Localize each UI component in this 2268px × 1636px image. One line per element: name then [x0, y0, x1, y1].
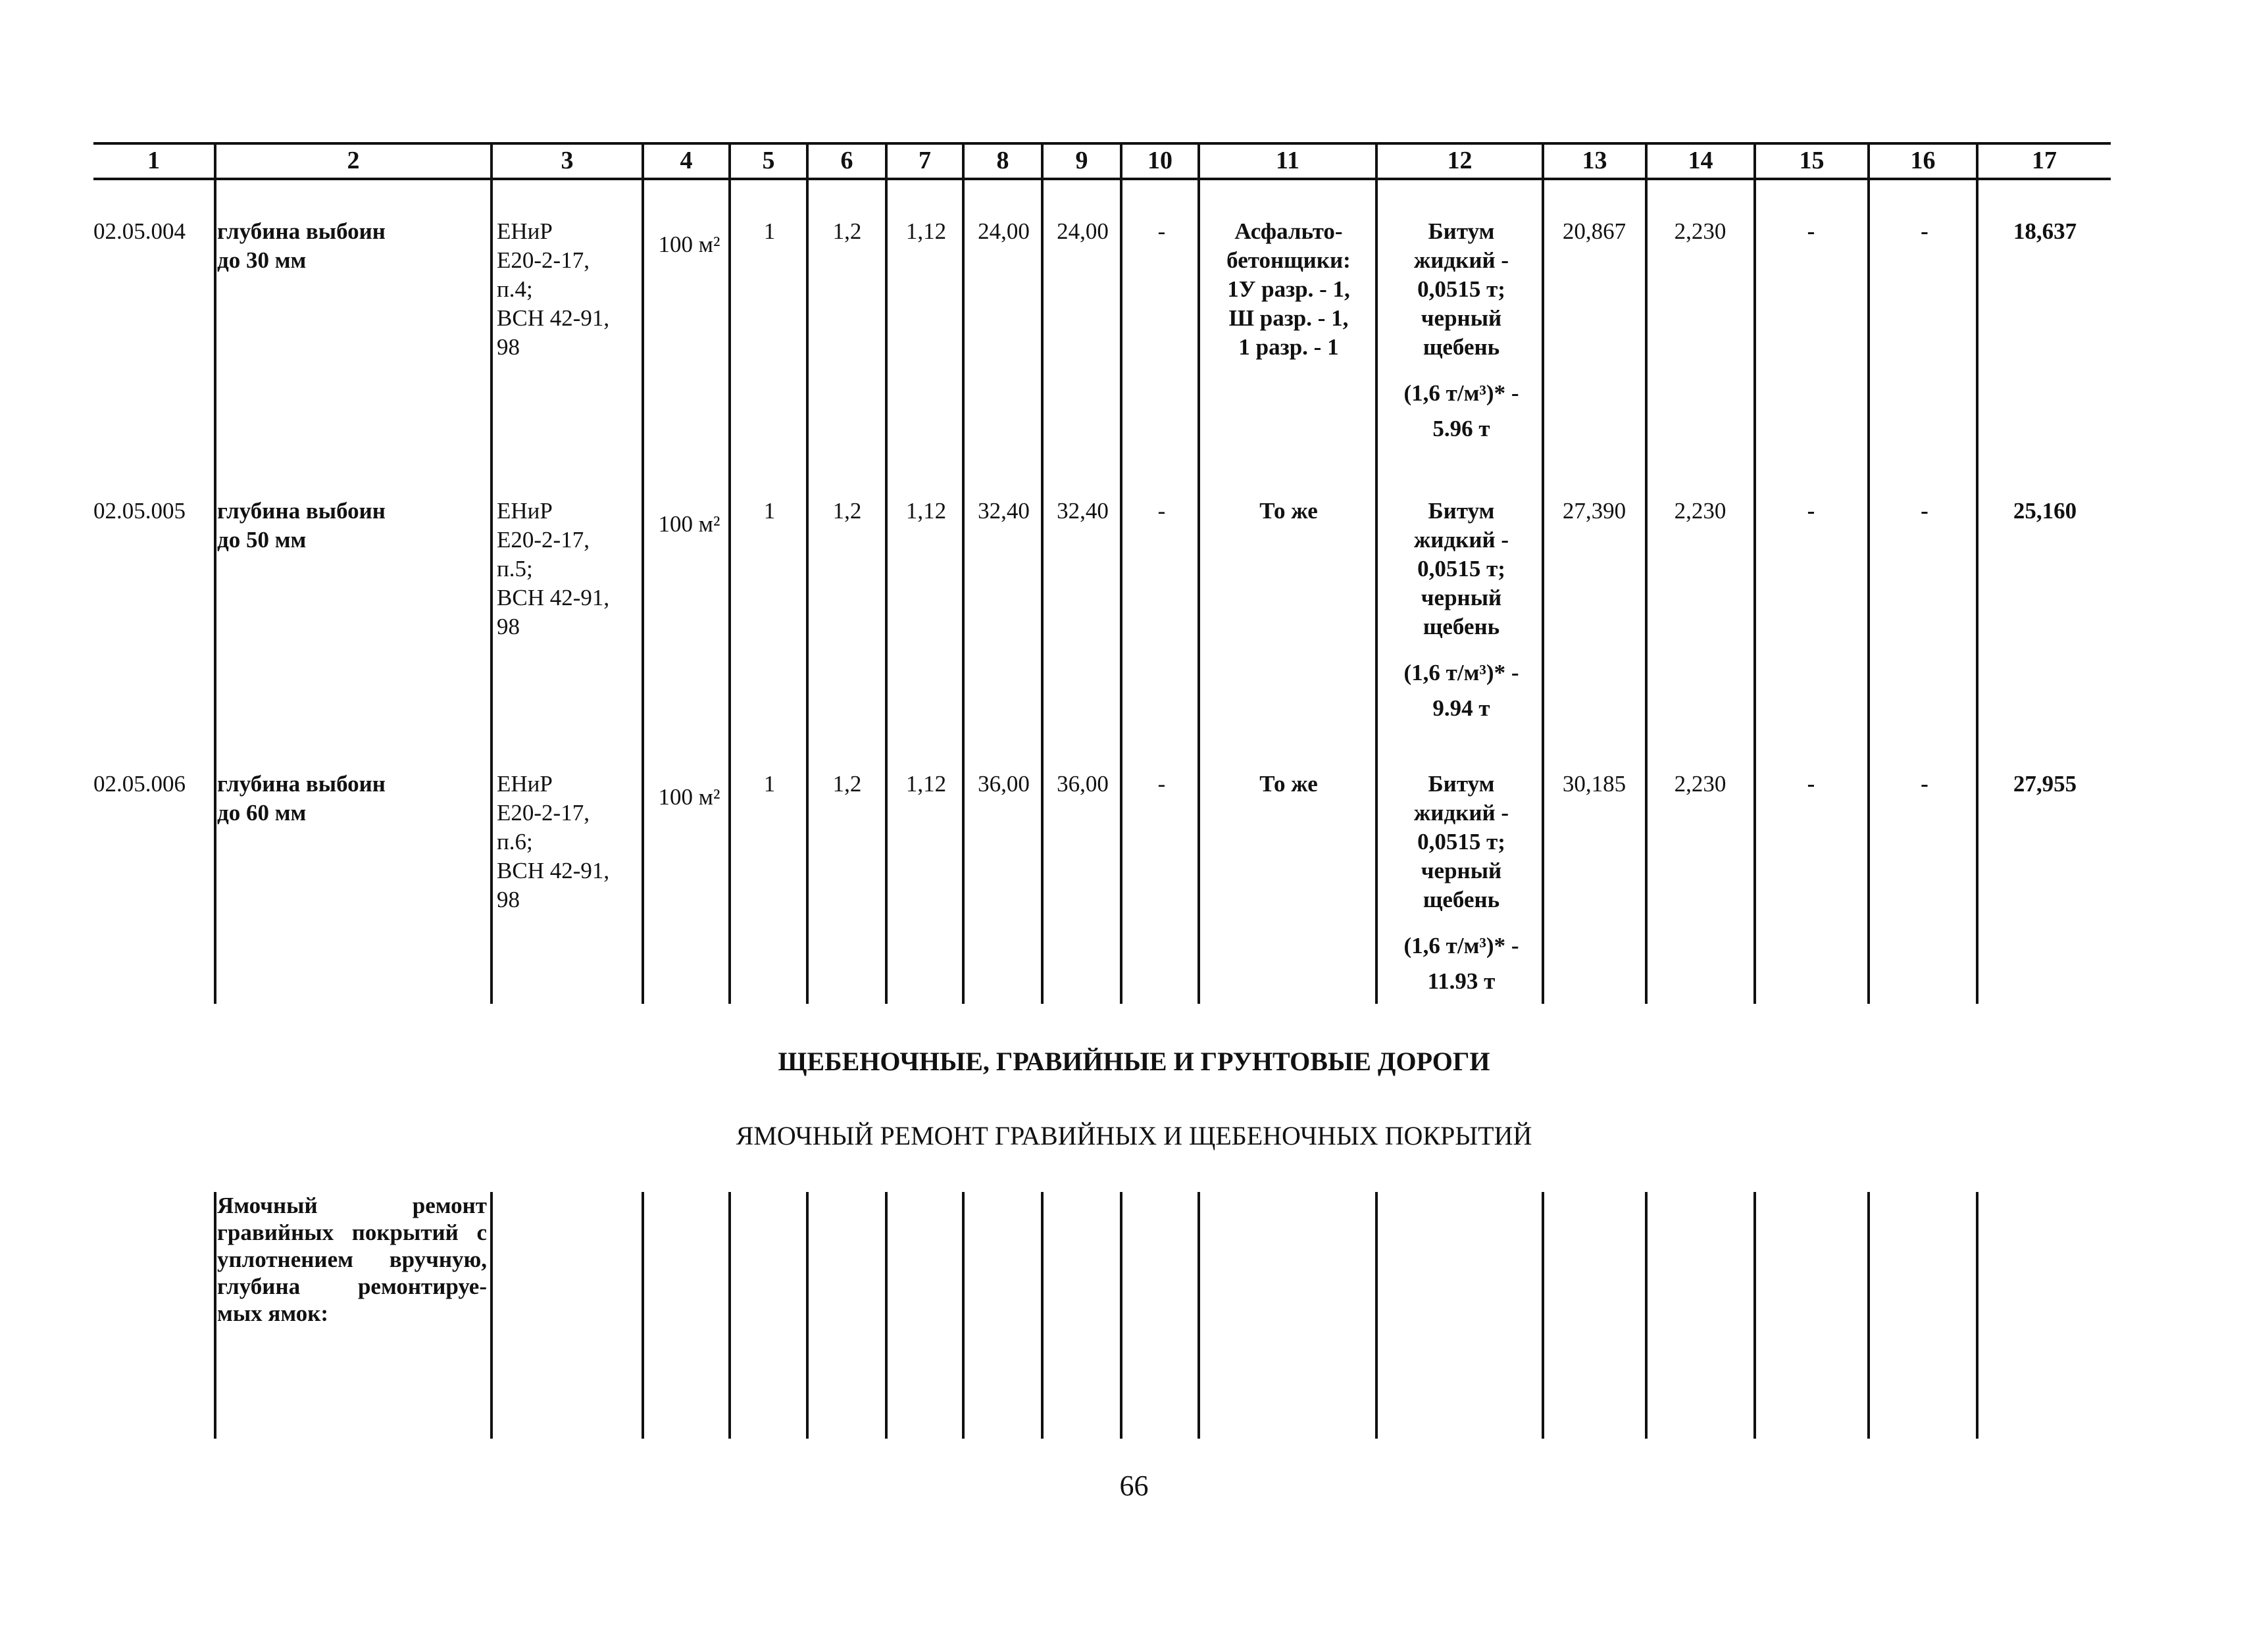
row-name: глубина выбоин до 60 мм: [217, 771, 386, 826]
col-line: [642, 1192, 644, 1439]
row-reference: ЕНиР Е20-2-17, п.6; ВСН 42-91, 98: [497, 771, 610, 912]
col-line: [214, 1192, 216, 1439]
row-c10: -: [1157, 498, 1166, 524]
col-header: 17: [2032, 147, 2057, 174]
row-unit: 100 м²: [658, 511, 720, 537]
col-line: [728, 1192, 731, 1439]
col-line: [728, 142, 731, 1004]
col-line: [1041, 1192, 1044, 1439]
col-header: 9: [1075, 147, 1088, 174]
col-line: [1867, 1192, 1870, 1439]
row-c9: 24,00: [1057, 218, 1109, 244]
row-c14: 2,230: [1674, 218, 1726, 244]
col-line: [1197, 1192, 1200, 1439]
col-line: [885, 142, 888, 1004]
col-line: [490, 142, 493, 1004]
col-line: [962, 142, 965, 1004]
col-header: 13: [1582, 147, 1607, 174]
row-workers: То же: [1259, 771, 1318, 797]
col-line: [1867, 142, 1870, 1004]
row-c5: 1: [763, 218, 776, 244]
col-header: 10: [1147, 147, 1172, 174]
col-header: 5: [762, 147, 775, 174]
row-c17: 18,637: [2013, 218, 2077, 244]
col-line: [1976, 142, 1978, 1004]
row-unit: 100 м²: [658, 784, 720, 810]
row-code: 02.05.005: [93, 498, 186, 524]
row-c5: 1: [763, 771, 776, 797]
col-line: [214, 142, 216, 1004]
col-header: 6: [840, 147, 853, 174]
section-title: ЩЕБЕНОЧНЫЕ, ГРАВИЙНЫЕ И ГРУНТОВЫЕ ДОРОГИ: [778, 1047, 1490, 1076]
row-reference: ЕНиР Е20-2-17, п.5; ВСН 42-91, 98: [497, 498, 610, 639]
row-c9: 32,40: [1057, 498, 1109, 524]
col-header: 1: [147, 147, 160, 174]
row-c15: -: [1807, 498, 1815, 524]
row-c16: -: [1921, 771, 1928, 797]
col-line: [1041, 142, 1044, 1004]
col-line: [806, 142, 809, 1004]
col-line: [490, 1192, 493, 1439]
col-header: 14: [1688, 147, 1713, 174]
col-header: 3: [561, 147, 574, 174]
page-number: 66: [1119, 1470, 1149, 1502]
row-c5: 1: [763, 498, 776, 524]
row-c14: 2,230: [1674, 498, 1726, 524]
row-c13: 30,185: [1562, 771, 1626, 797]
col-header: 11: [1276, 147, 1299, 174]
row-c8: 36,00: [978, 771, 1030, 797]
row-c15: -: [1807, 218, 1815, 244]
row-c7: 1,12: [905, 498, 947, 524]
next-item-name: Ямочный ремонт гравийных покрытий с уплотнением вручную, глубина ремонтируе- мых ямок:: [217, 1193, 487, 1326]
col-line: [1753, 1192, 1756, 1439]
row-c10: -: [1157, 218, 1166, 244]
col-header: 2: [347, 147, 360, 174]
row-c15: -: [1807, 771, 1815, 797]
col-line: [1120, 142, 1122, 1004]
row-c7: 1,12: [905, 218, 947, 244]
col-line: [642, 142, 644, 1004]
row-c13: 20,867: [1562, 218, 1626, 244]
row-workers: То же: [1259, 498, 1318, 524]
row-c14: 2,230: [1674, 771, 1726, 797]
row-c17: 27,955: [2013, 771, 2077, 797]
col-line: [806, 1192, 809, 1439]
col-line: [1197, 142, 1200, 1004]
row-c16: -: [1921, 218, 1928, 244]
row-code: 02.05.006: [93, 771, 186, 797]
col-header: 4: [680, 147, 693, 174]
col-line: [1645, 1192, 1648, 1439]
col-line: [1542, 1192, 1544, 1439]
row-c9: 36,00: [1057, 771, 1109, 797]
row-c8: 24,00: [978, 218, 1030, 244]
row-c13: 27,390: [1562, 498, 1626, 524]
table-top-rule: [93, 142, 2111, 145]
col-header: 15: [1799, 147, 1825, 174]
col-line: [962, 1192, 965, 1439]
subsection-title: ЯМОЧНЫЙ РЕМОНТ ГРАВИЙНЫХ И ЩЕБЕНОЧНЫХ ПОКРЫТИЙ: [736, 1121, 1532, 1151]
col-line: [1120, 1192, 1122, 1439]
row-unit: 100 м²: [658, 232, 720, 257]
col-line: [1375, 1192, 1378, 1439]
row-workers: Асфальто- бетонщики: 1У разр. - 1, Ш разр. - 1, 1 разр. - 1: [1226, 218, 1351, 360]
row-c17: 25,160: [2013, 498, 2077, 524]
row-materials: Битум жидкий - 0,0515 т; черный щебень (1,6 т/м³)* - 5.96 т: [1403, 218, 1519, 441]
col-header: 7: [919, 147, 931, 174]
row-reference: ЕНиР Е20-2-17, п.4; ВСН 42-91, 98: [497, 218, 610, 360]
row-materials: Битум жидкий - 0,0515 т; черный щебень (1,6 т/м³)* - 9.94 т: [1403, 498, 1519, 721]
row-c6: 1,2: [832, 218, 862, 244]
row-c10: -: [1157, 771, 1166, 797]
row-code: 02.05.004: [93, 218, 186, 244]
row-c6: 1,2: [832, 771, 862, 797]
row-name: глубина выбоин до 30 мм: [217, 218, 386, 273]
table-header-rule: [93, 178, 2111, 180]
row-c16: -: [1921, 498, 1928, 524]
row-materials: Битум жидкий - 0,0515 т; черный щебень (1,6 т/м³)* - 11.93 т: [1403, 771, 1519, 994]
col-header: 16: [1910, 147, 1936, 174]
row-name: глубина выбоин до 50 мм: [217, 498, 386, 553]
row-c7: 1,12: [905, 771, 947, 797]
row-c8: 32,40: [978, 498, 1030, 524]
col-line: [1645, 142, 1648, 1004]
col-line: [1976, 1192, 1978, 1439]
row-c6: 1,2: [832, 498, 862, 524]
col-header: 8: [996, 147, 1009, 174]
col-header: 12: [1447, 147, 1473, 174]
col-line: [885, 1192, 888, 1439]
col-line: [1753, 142, 1756, 1004]
